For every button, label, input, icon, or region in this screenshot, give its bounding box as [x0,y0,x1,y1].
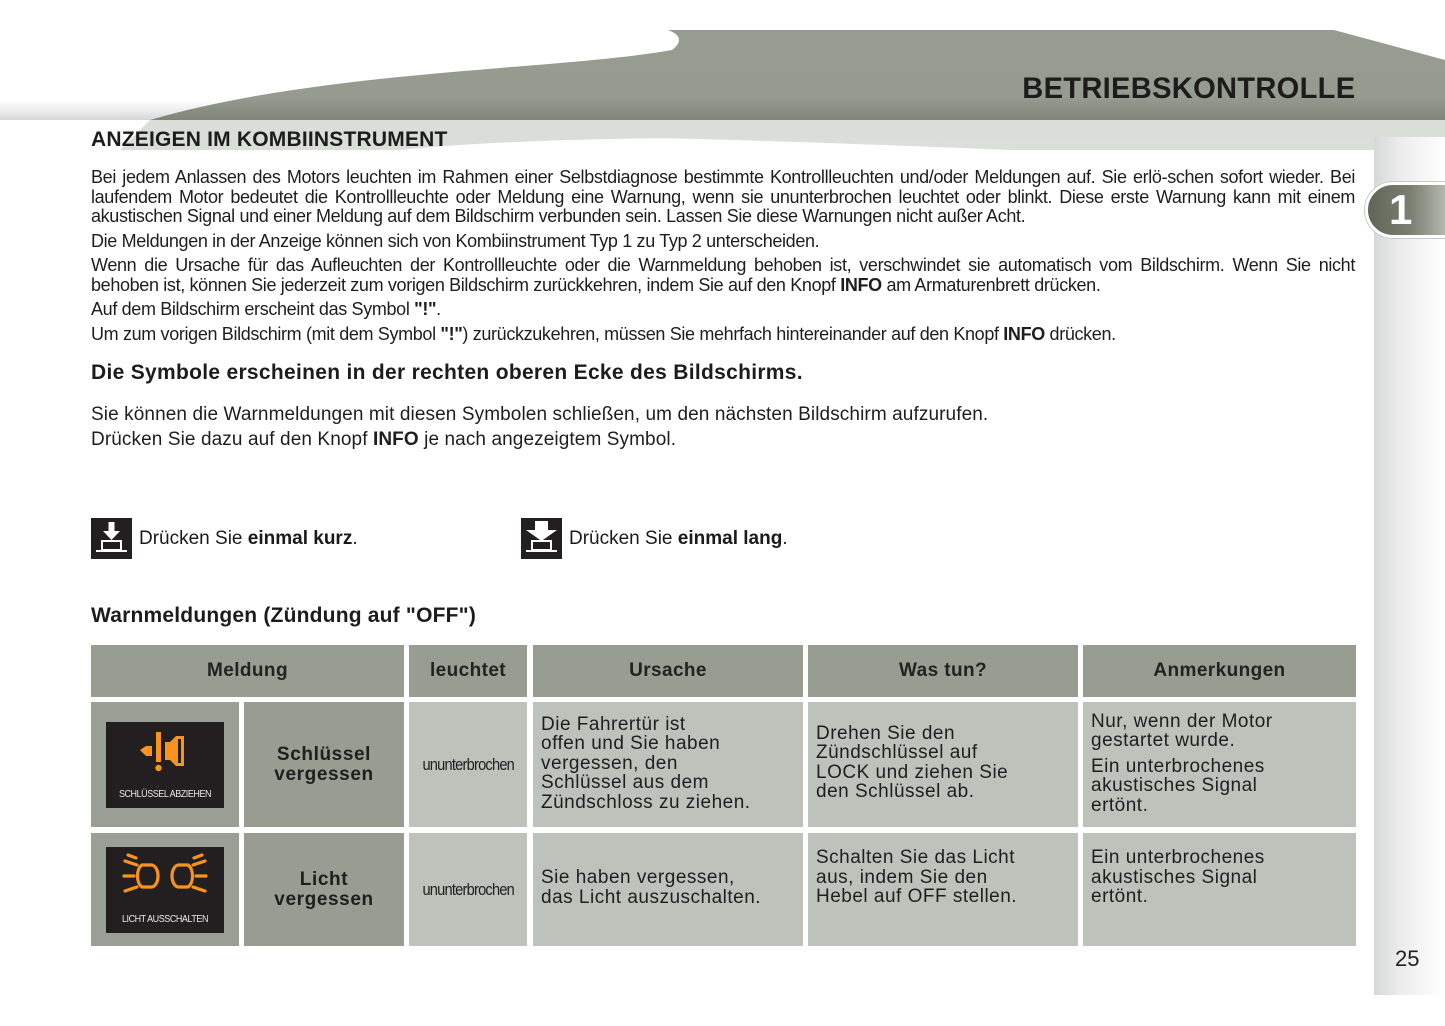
press-instructions [91,518,991,560]
key-warning-label: SCHLÜSSEL ABZIEHEN [118,788,212,800]
table-row-2-notes: Ein unterbrochenes akustisches Signal ertönt. [1083,833,1356,946]
press-short [91,518,358,559]
headlight-warning-label: LICHT AUSSCHALTEN [121,913,209,925]
side-strip [1374,137,1445,995]
chapter-number: 1 [1389,186,1413,233]
table-row-2-lit: ununterbrochen [409,833,527,946]
table-title: Warnmeldungen (Zündung auf "OFF") [91,604,477,627]
table-row-1-action: Drehen Sie den Zündschlüssel auf LOCK und ziehen Sie den Schlüssel ab. [808,702,1078,827]
paragraph-info-button: Wenn die Ursache für das Aufleuchten der Kontrollleuchte oder die Warnmeldung behoben ist, verschwindet sie automatisch vom Bildschirm. Wenn Sie nicht behoben ist, können Sie jederzeit zum vorigen Bildschirm zurückkehren, indem Sie auf den Knopf INFO am Armaturenbrett drücken. [91,255,1355,295]
table-row-2-name: Licht vergessen [244,833,404,946]
press-short-icon [91,518,132,559]
table-row-1-cause: Die Fahrertür ist offen und Sie haben vergessen, den Schlüssel aus dem Zündschloss zu ziehen. [533,702,803,827]
info-line-close: Sie können die Warnmeldungen mit diesen Symbolen schließen, um den nächsten Bildschirm aufzurufen. [91,404,989,425]
table-row-1-lit: ununterbrochen [409,702,527,827]
header-leuchtet: leuchtet [409,645,527,697]
paragraph-self-diagnosis: Bei jedem Anlassen des Motors leuchten im Rahmen einer Selbstdiagnose bestimmte Kontrollleuchten und/oder Meldungen auf. Sie erlö-schen sofort wieder. Bei laufendem Motor bedeutet die Kontrollleuchte oder Meldung eine Warnung, wenn sie ununterbrochen leuchtet oder blinkt. Diese erste Warnung kann mit einem akustischen Signal und einer Meldung auf dem Bildschirm verbunden sein. Lassen Sie diese Warnungen nicht außer Acht. [91,167,1355,226]
header-anmerkungen: Anmerkungen [1083,645,1356,697]
press-long-text: Drücken Sie einmal lang. [569,527,788,549]
chapter-title: BETRIEBSKONTROLLE [1021,72,1355,105]
table-row-2-action: Schalten Sie das Licht aus, indem Sie den Hebel auf OFF stellen. [808,833,1078,946]
page-number: 25 [1395,946,1420,971]
table-row-1-name: Schlüssel vergessen [244,702,404,827]
key-warning-icon [106,722,224,808]
table-row-2-cause: Sie haben vergessen, das Licht auszuschalten. [533,833,803,946]
table-row-1-icon-cell [91,702,239,827]
content [91,128,1355,452]
header-ursache: Ursache [533,645,803,697]
info-line-press: Drücken Sie dazu auf den Knopf INFO je nach angezeigtem Symbol. [91,429,677,450]
symbols-heading: Die Symbole erscheinen in der rechten oberen Ecke des Bildschirms. [91,361,803,384]
chapter-tab[interactable] [1365,182,1445,238]
section-title: ANZEIGEN IM KOMBIINSTRUMENT [91,128,448,151]
press-long [521,518,788,559]
press-short-text: Drücken Sie einmal kurz. [139,527,358,549]
headlight-warning-icon [106,847,224,933]
paragraph-cluster-types: Die Meldungen in der Anzeige können sich von Kombiinstrument Typ 1 zu Typ 2 unterscheiden. [91,230,820,251]
paragraph-symbol: Auf dem Bildschirm erscheint das Symbol "!". [91,299,441,319]
header-meldung: Meldung [91,645,404,697]
table-row-2-icon-cell [91,833,239,946]
table-row-1-notes: Nur, wenn der Motor gestartet wurde. Ein unterbrochenes akustisches Signal ertönt. [1083,702,1356,827]
header-was-tun: Was tun? [808,645,1078,697]
paragraph-return: Um zum vorigen Bildschirm (mit dem Symbol "!") zurückzukehren, müssen Sie mehrfach hintereinander auf den Knopf INFO drücken. [91,323,1116,344]
press-long-icon [521,518,562,559]
